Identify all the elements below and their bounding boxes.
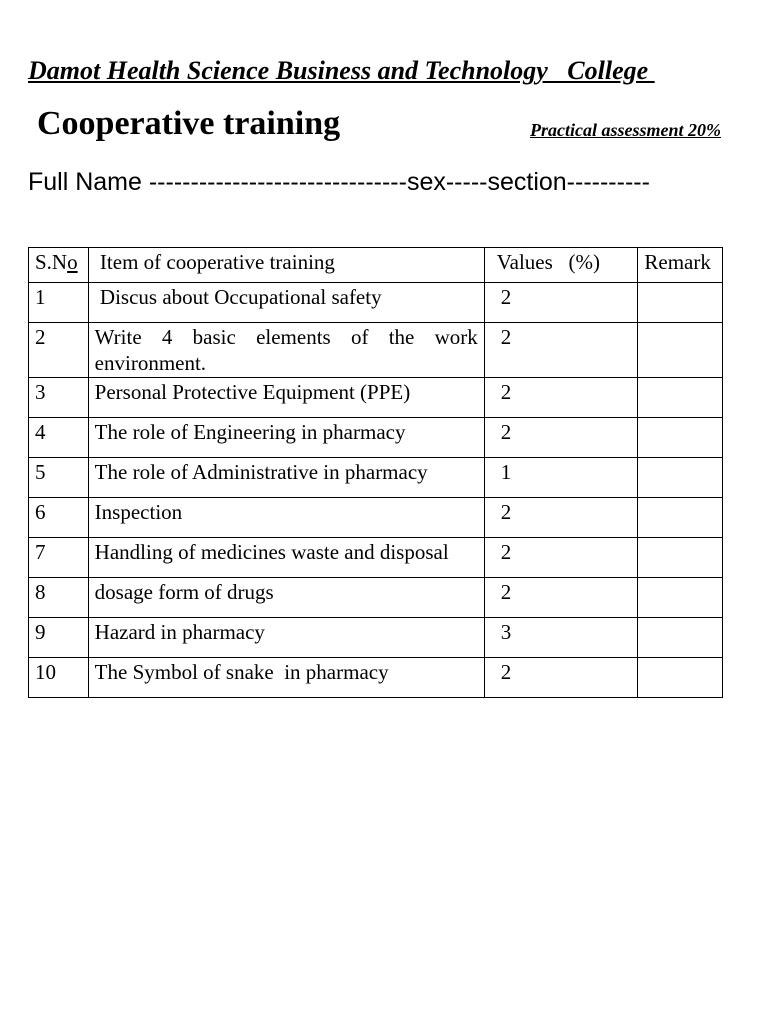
row-remark [638, 378, 723, 418]
row-remark [638, 323, 723, 378]
table-row [29, 578, 723, 618]
row-value: 2 [484, 378, 638, 418]
row-sno: 6 [29, 498, 89, 538]
row-item: Discus about Occupational safety [88, 283, 484, 323]
row-item: The role of Engineering in pharmacy [88, 418, 484, 458]
row-item: Personal Protective Equipment (PPE) [88, 378, 484, 418]
row-remark [638, 618, 723, 658]
table-row [29, 658, 723, 698]
row-item: The Symbol of snake in pharmacy [88, 658, 484, 698]
header-remark: Remark [638, 248, 723, 283]
row-value: 1 [484, 458, 638, 498]
table-row [29, 418, 723, 458]
header-item: Item of cooperative training [88, 248, 484, 283]
row-value: 2 [484, 283, 638, 323]
row-sno: 8 [29, 578, 89, 618]
row-remark [638, 578, 723, 618]
row-remark [638, 538, 723, 578]
row-sno: 5 [29, 458, 89, 498]
row-value: 2 [484, 538, 638, 578]
row-sno: 3 [29, 378, 89, 418]
table-row [29, 378, 723, 418]
header-values: Values (%) [484, 248, 638, 283]
row-sno: 7 [29, 538, 89, 578]
table-header-row [29, 248, 723, 283]
row-item: Handling of medicines waste and disposal [88, 538, 484, 578]
row-item: Hazard in pharmacy [88, 618, 484, 658]
header-sno [29, 248, 89, 283]
row-remark [638, 283, 723, 323]
assessment-note: Practical assessment 20% [530, 120, 721, 140]
row-sno: 9 [29, 618, 89, 658]
college-heading: Damot Health Science Business and Technology College [28, 56, 655, 85]
row-item: dosage form of drugs [88, 578, 484, 618]
table-row [29, 618, 723, 658]
table-row [29, 323, 723, 378]
row-item: The role of Administrative in pharmacy [88, 458, 484, 498]
row-value: 3 [484, 618, 638, 658]
table-row [29, 538, 723, 578]
header-sno-prefix: S.N [35, 250, 68, 274]
table-row [29, 498, 723, 538]
row-remark [638, 498, 723, 538]
row-sno: 4 [29, 418, 89, 458]
row-sno: 1 [29, 283, 89, 323]
header-sno-suffix: o [67, 250, 78, 274]
row-value: 2 [484, 498, 638, 538]
row-value: 2 [484, 418, 638, 458]
row-remark [638, 418, 723, 458]
training-table [28, 247, 723, 698]
table-row [29, 283, 723, 323]
row-value: 2 [484, 578, 638, 618]
row-remark [638, 458, 723, 498]
row-sno: 2 [29, 323, 89, 378]
row-value: 2 [484, 658, 638, 698]
row-remark [638, 658, 723, 698]
row-item: Inspection [88, 498, 484, 538]
page-title: Cooperative training [37, 105, 341, 142]
row-value: 2 [484, 323, 638, 378]
full-name-line: Full Name -------------------------------sex-----section---------- [28, 168, 650, 196]
row-item: Write 4 basic elements of the work environment. [88, 323, 484, 378]
row-sno: 10 [29, 658, 89, 698]
table-row [29, 458, 723, 498]
